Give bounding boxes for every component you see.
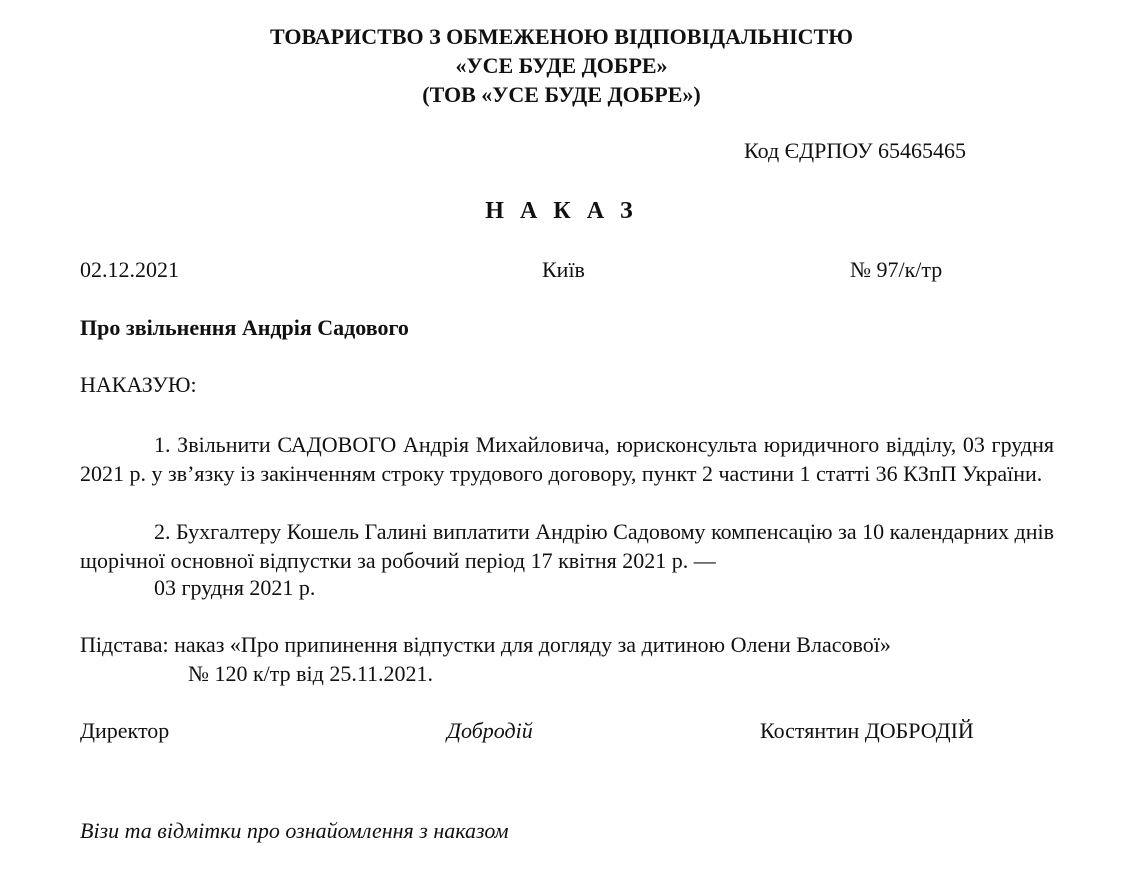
order-item-1-text: 1. Звільнити САДОВОГО Андрія Михайловича, юрисконсульта юридичного відділу, 03 грудня 2021 р. у зв’язку із закінченням строку трудового договору, пункт 2 частини 1 статті 36 КЗпП України. xyxy=(80,432,1054,486)
order-subject: Про звільнення Андрія Садового xyxy=(80,315,409,340)
order-item-2-continuation: 03 грудня 2021 р. xyxy=(154,575,316,600)
signature: Добродій xyxy=(447,718,533,743)
visas-note: Візи та відмітки про ознайомлення з наказом xyxy=(80,818,509,843)
order-item-2-text: 2. Бухгалтеру Кошель Галині виплатити Андрію Садовому компенсацію за 10 календарних днів щорічної основної відпустки за робочий період 17 квітня 2021 р. — xyxy=(80,519,1054,573)
basis-line-1: Підстава: наказ «Про припинення відпустки для догляду за дитиною Олени Власової» xyxy=(80,632,891,657)
document-title: Н А К А З xyxy=(485,198,638,224)
order-item-2 xyxy=(80,517,1054,575)
order-number: № 97/к/тр xyxy=(850,257,943,282)
order-city: Київ xyxy=(542,257,585,282)
order-item-1 xyxy=(80,430,1054,488)
company-header xyxy=(0,22,1123,109)
company-name-quoted: «УСЕ БУДЕ ДОБРЕ» xyxy=(455,53,668,78)
order-date: 02.12.2021 xyxy=(80,257,179,282)
signatory-name: Костянтин ДОБРОДІЙ xyxy=(760,718,974,743)
signatory-position: Директор xyxy=(80,718,170,743)
basis-line-2: № 120 к/тр від 25.11.2021. xyxy=(188,661,434,686)
company-short-name: (ТОВ «УСЕ БУДЕ ДОБРЕ») xyxy=(422,82,701,107)
company-full-name: ТОВАРИСТВО З ОБМЕЖЕНОЮ ВІДПОВІДАЛЬНІСТЮ xyxy=(270,24,853,49)
edrpou-code: Код ЄДРПОУ 65465465 xyxy=(744,138,967,163)
order-directive: НАКАЗУЮ: xyxy=(80,372,197,397)
